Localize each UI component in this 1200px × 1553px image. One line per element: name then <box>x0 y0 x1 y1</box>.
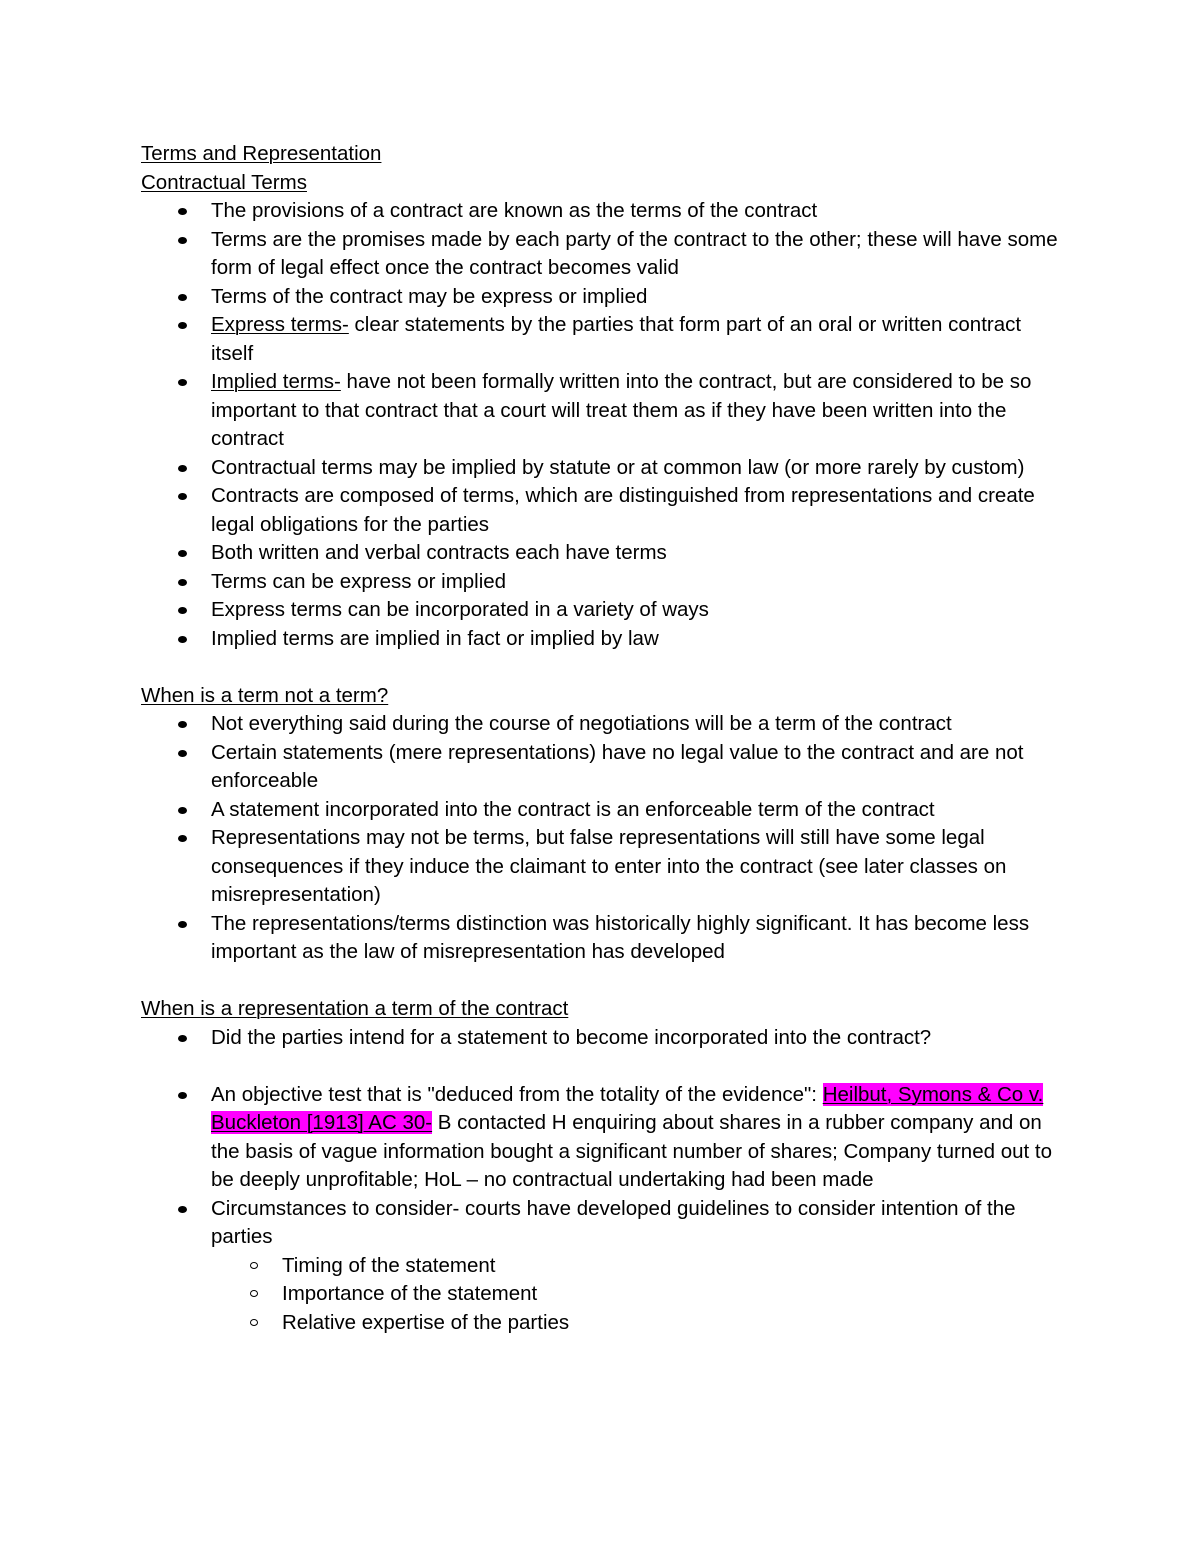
bullet-icon <box>178 607 187 614</box>
list-item: Implied terms are implied in fact or implied by law <box>141 625 1061 654</box>
bullet-icon <box>178 636 187 643</box>
bullet-icon <box>178 379 187 386</box>
implied-terms-label: Implied terms- <box>211 370 341 393</box>
sub-list-item: Timing of the statement <box>141 1252 1061 1281</box>
bullet-icon <box>178 750 187 757</box>
list-item: Express terms can be incorporated in a variety of ways <box>141 596 1061 625</box>
bullet-icon <box>178 465 187 472</box>
bullet-icon <box>178 1035 187 1042</box>
spacer <box>141 1052 1061 1081</box>
bullet-icon <box>178 237 187 244</box>
section-heading-term-not-term: When is a term not a term? <box>141 683 389 707</box>
bullet-icon <box>178 322 187 329</box>
term-not-term-list <box>141 710 1061 967</box>
list-item: The representations/terms distinction was historically highly significant. It has become less important as the law of misrepresentation has developed <box>141 910 1061 967</box>
list-item: Representations may not be terms, but false representations will still have some legal consequences if they induce the claimant to enter into the contract (see later classes on misrepresentation) <box>141 824 1061 910</box>
section-heading-representation-term: When is a representation a term of the contract <box>141 997 569 1020</box>
bullet-icon <box>178 921 187 928</box>
hollow-bullet-icon <box>250 1262 258 1269</box>
bullet-icon <box>178 493 187 500</box>
list-item: Implied terms- have not been formally written into the contract, but are considered to be so important to that contract that a court will treat them as if they have been written into the contract <box>141 368 1061 454</box>
list-item: The provisions of a contract are known as the terms of the contract <box>141 197 1061 226</box>
list-item: Did the parties intend for a statement to become incorporated into the contract? <box>141 1024 1061 1053</box>
sub-list-item: Importance of the statement <box>141 1280 1061 1309</box>
bullet-icon <box>178 579 187 586</box>
contractual-terms-list <box>141 197 1061 653</box>
hollow-bullet-icon <box>250 1290 258 1297</box>
bullet-icon <box>178 1206 187 1213</box>
express-terms-label: Express terms- <box>211 313 349 336</box>
bullet-icon <box>178 807 187 814</box>
case-citation-highlight: Heilbut, Symons & Co v. Buckleton [1913] AC 30- <box>211 1082 1044 1134</box>
list-item: Terms can be express or implied <box>141 568 1061 597</box>
document-title: Terms and Representation <box>141 142 382 165</box>
list-item: Contractual terms may be implied by statute or at common law (or more rarely by custom) <box>141 454 1061 483</box>
list-item: Contracts are composed of terms, which are distinguished from representations and create legal obligations for the parties <box>141 482 1061 539</box>
representation-term-list-continued <box>141 1081 1061 1338</box>
bullet-icon <box>178 1092 187 1099</box>
spacer <box>141 653 1061 682</box>
list-item: Terms of the contract may be express or implied <box>141 283 1061 312</box>
list-item: Express terms- clear statements by the parties that form part of an oral or written contract itself <box>141 311 1061 368</box>
bullet-icon <box>178 208 187 215</box>
list-item: An objective test that is "deduced from the totality of the evidence": Heilbut, Symons & Co v. Buckleton [1913] AC 30- B contacted H enquiring about shares in a rubber company and on the basis of vague information bought a significant number of shares; Company turned out to be deeply unprofitable; HoL – no contractual undertaking had been made <box>141 1081 1061 1195</box>
list-item: Not everything said during the course of negotiations will be a term of the contract <box>141 710 1061 739</box>
bullet-icon <box>178 294 187 301</box>
list-item: Circumstances to consider- courts have developed guidelines to consider intention of the parties <box>141 1195 1061 1252</box>
section-heading-contractual-terms: Contractual Terms <box>141 170 307 194</box>
representation-term-list <box>141 1024 1061 1053</box>
document-page <box>141 140 1061 1337</box>
spacer <box>141 967 1061 996</box>
bullet-icon <box>178 721 187 728</box>
bullet-icon <box>178 550 187 557</box>
list-item: Terms are the promises made by each party of the contract to the other; these will have some form of legal effect once the contract becomes valid <box>141 226 1061 283</box>
sub-list-item: Relative expertise of the parties <box>141 1309 1061 1338</box>
bullet-icon <box>178 835 187 842</box>
hollow-bullet-icon <box>250 1319 258 1326</box>
list-item: A statement incorporated into the contract is an enforceable term of the contract <box>141 796 1061 825</box>
list-item: Both written and verbal contracts each have terms <box>141 539 1061 568</box>
list-item: Certain statements (mere representations) have no legal value to the contract and are not enforceable <box>141 739 1061 796</box>
